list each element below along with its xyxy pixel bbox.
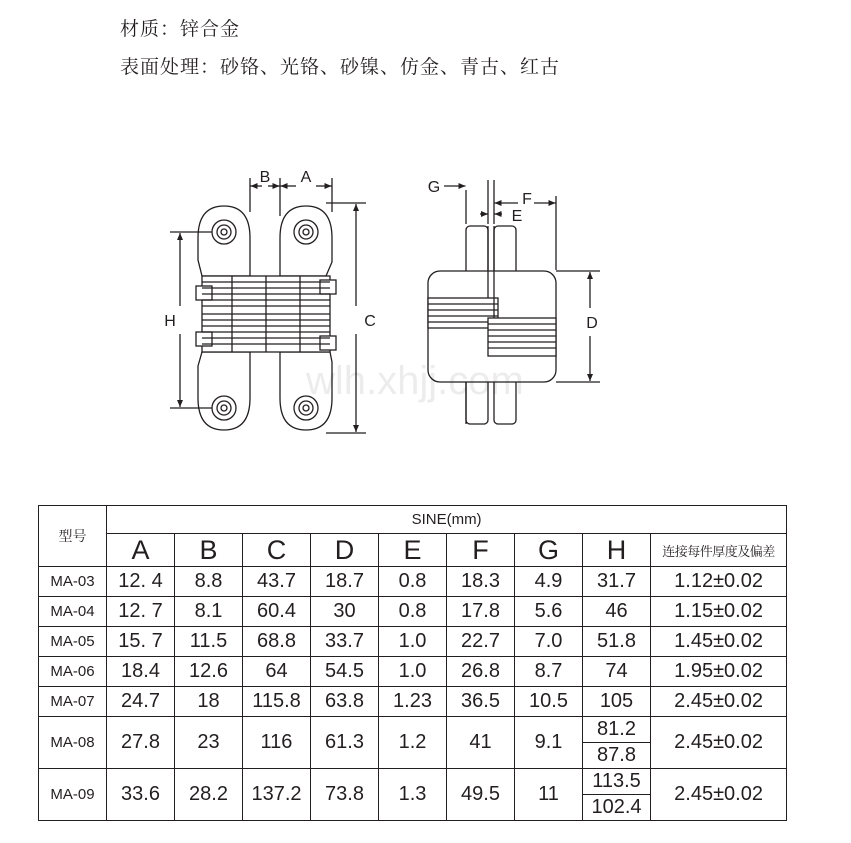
value-cell-e: 0.8 [379,567,447,597]
value-cell-g: 8.7 [515,657,583,687]
dim-label-f: F [522,191,532,208]
col-header-a: A [107,533,175,566]
value-cell-d: 18.7 [311,567,379,597]
value-cell-f: 22.7 [447,627,515,657]
col-header-thickness-tolerance: 连接每件厚度及偏差 [651,533,787,566]
value-cell-h: 74 [583,657,651,687]
value-cell-b: 11.5 [175,627,243,657]
table-row [39,597,787,627]
model-cell: MA-06 [39,657,107,687]
tolerance-cell: 1.15±0.02 [651,597,787,627]
table-row [39,567,787,597]
tolerance-cell: 1.45±0.02 [651,627,787,657]
value-cell-b: 8.1 [175,597,243,627]
dim-label-g: G [427,179,441,196]
tolerance-cell: 2.45±0.02 [651,717,787,769]
value-cell-b: 18 [175,687,243,717]
value-cell-c: 68.8 [243,627,311,657]
value-cell-g: 10.5 [515,687,583,717]
value-cell-a: 18.4 [107,657,175,687]
value-cell-c: 60.4 [243,597,311,627]
value-cell-f: 18.3 [447,567,515,597]
col-header-c: C [243,533,311,566]
value-cell-d: 33.7 [311,627,379,657]
spec-table [38,505,787,821]
tolerance-cell: 2.45±0.02 [651,687,787,717]
surface-finish-text: 表面处理：砂铬、光铬、砂镍、仿金、青古、红古 [120,56,561,78]
tolerance-cell: 2.45±0.02 [651,769,787,821]
value-cell-h-lower: 87.8 [583,743,651,769]
value-cell-a: 24.7 [107,687,175,717]
value-cell-c: 137.2 [243,769,311,821]
value-cell-g: 7.0 [515,627,583,657]
value-cell-d: 54.5 [311,657,379,687]
value-cell-e: 1.3 [379,769,447,821]
value-cell-f: 36.5 [447,687,515,717]
material-text: 材质：锌合金 [120,18,241,40]
value-cell-c: 116 [243,717,311,769]
table-row [39,717,787,743]
value-cell-g: 5.6 [515,597,583,627]
value-cell-e: 0.8 [379,597,447,627]
watermark: wlh.xhjj.com [306,359,524,403]
value-cell-e: 1.0 [379,657,447,687]
value-cell-d: 63.8 [311,687,379,717]
table-row [39,657,787,687]
model-cell: MA-04 [39,597,107,627]
value-cell-f: 17.8 [447,597,515,627]
value-cell-a: 27.8 [107,717,175,769]
value-cell-h: 46 [583,597,651,627]
unit-header: SINE(mm) [107,506,787,534]
value-cell-f: 26.8 [447,657,515,687]
model-cell: MA-07 [39,687,107,717]
col-header-d: D [311,533,379,566]
col-header-g: G [515,533,583,566]
value-cell-d: 61.3 [311,717,379,769]
value-cell-a: 15. 7 [107,627,175,657]
value-cell-g: 4.9 [515,567,583,597]
dim-label-e: E [511,208,523,225]
value-cell-g: 9.1 [515,717,583,769]
value-cell-a: 12. 4 [107,567,175,597]
table-row [39,687,787,717]
value-cell-a: 12. 7 [107,597,175,627]
value-cell-d: 73.8 [311,769,379,821]
value-cell-d: 30 [311,597,379,627]
value-cell-h: 105 [583,687,651,717]
value-cell-e: 1.2 [379,717,447,769]
table-row [39,769,787,795]
dim-label-c: C [364,313,376,330]
value-cell-b: 28.2 [175,769,243,821]
dim-label-b: B [259,169,271,186]
value-cell-f: 49.5 [447,769,515,821]
value-cell-e: 1.23 [379,687,447,717]
col-header-e: E [379,533,447,566]
tolerance-cell: 1.12±0.02 [651,567,787,597]
model-cell: MA-05 [39,627,107,657]
model-header: 型号 [39,506,107,567]
value-cell-h-lower: 102.4 [583,795,651,821]
hinge-front-body [196,276,336,352]
col-header-h: H [583,533,651,566]
value-cell-c: 115.8 [243,687,311,717]
value-cell-b: 12.6 [175,657,243,687]
dim-label-d: D [586,315,598,332]
value-cell-h: 51.8 [583,627,651,657]
value-cell-h: 31.7 [583,567,651,597]
col-header-b: B [175,533,243,566]
value-cell-c: 64 [243,657,311,687]
value-cell-b: 8.8 [175,567,243,597]
dim-label-a: A [300,169,312,186]
value-cell-h-upper: 81.2 [583,717,651,743]
model-cell: MA-08 [39,717,107,769]
table-row [39,627,787,657]
value-cell-f: 41 [447,717,515,769]
value-cell-a: 33.6 [107,769,175,821]
col-header-f: F [447,533,515,566]
model-cell: MA-03 [39,567,107,597]
value-cell-c: 43.7 [243,567,311,597]
dim-label-h: H [164,313,176,330]
value-cell-h-upper: 113.5 [583,769,651,795]
value-cell-b: 23 [175,717,243,769]
value-cell-e: 1.0 [379,627,447,657]
tolerance-cell: 1.95±0.02 [651,657,787,687]
model-cell: MA-09 [39,769,107,821]
value-cell-g: 11 [515,769,583,821]
